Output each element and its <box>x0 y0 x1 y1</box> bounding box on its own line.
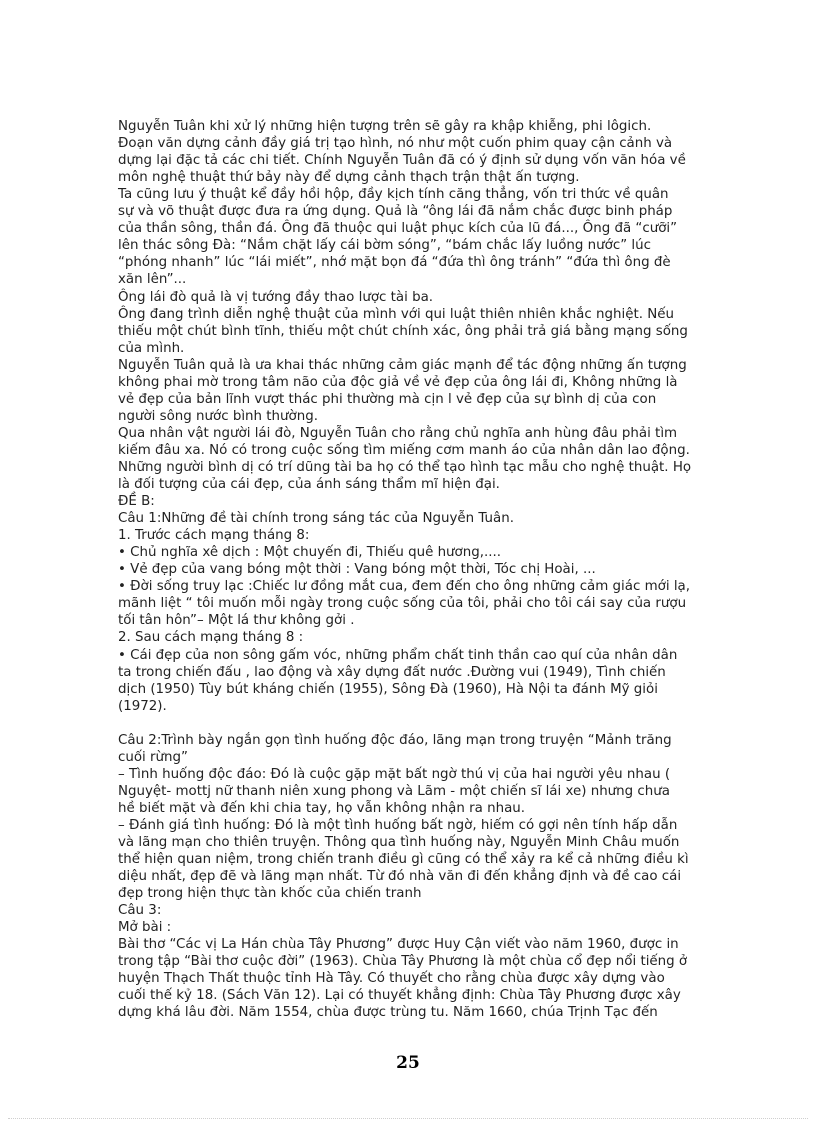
text-line: của thần sông, thần đá. Ông đã thuộc qui luật phục kích của lũ đá..., Ông đã “cưỡi” <box>118 221 678 237</box>
text-line: Đoạn văn dựng cảnh đầy giá trị tạo hình, nó như một cuốn phim quay cận cảnh và <box>118 136 673 152</box>
text-line: huyện Thạch Thất thuộc tỉnh Hà Tây. Có thuyết cho rằng chùa được xây dựng vào <box>118 971 665 987</box>
text-line: dựng lại đặc tả các chi tiết. Chính Nguyễn Tuân đã có ý định sử dụng vốn văn hóa về <box>118 153 686 169</box>
text-line: Qua nhân vật người lái đò, Nguyễn Tuân cho rằng chủ nghĩa anh hùng đâu phải tìm <box>118 425 678 441</box>
text-line: 1. Trước cách mạng tháng 8: <box>118 528 310 544</box>
text-line: xăn lên”... <box>118 272 187 288</box>
text-line: – Đánh giá tình huống: Đó là một tình huống bất ngờ, hiếm có gợi nên tính hấp dẫn <box>118 817 678 833</box>
text-line: Nguyễn Tuân khi xử lý những hiện tượng trên sẽ gây ra khập khiễng, phi lôgich. <box>118 119 652 135</box>
text-line: không phai mờ trong tâm não của độc giả về vẻ đẹp của ông lái đi, Không những là <box>118 374 678 390</box>
text-line: 2. Sau cách mạng tháng 8 : <box>118 630 304 646</box>
text-line: (1972). <box>118 698 167 714</box>
text-line: đẹp trong hiện thực tàn khốc của chiến tranh <box>118 886 422 902</box>
page-bottom-divider <box>8 1118 808 1119</box>
text-line: thể hiện quan niệm, trong chiến tranh điều gì cũng có thể xảy ra kể cả những điều kì <box>118 852 689 868</box>
text-line: Mở bài : <box>118 920 172 936</box>
text-line: trong tập “Bài thơ cuộc đời” (1963). Chùa Tây Phương là một chùa cổ đẹp nổi tiếng ở <box>118 954 688 970</box>
text-line: ta trong chiến đấu , lao động và xây dựng đất nước .Đường vui (1949), Tình chiến <box>118 664 666 680</box>
text-line: diệu nhất, đẹp đẽ và lãng mạn nhất. Từ đó nhà văn đi đến khẳng định và đề cao cái <box>118 869 682 885</box>
text-line: và lãng mạn cho thiên truyện. Thông qua tình huống này, Nguyễn Minh Châu muốn <box>118 835 680 851</box>
text-line: ĐỀ B: <box>118 494 155 510</box>
text-line <box>118 101 718 118</box>
text-line: lên thác sông Đà: “Nắm chặt lấy cái bờm sóng”, “bám chắc lấy luồng nước” lúc <box>118 238 651 254</box>
text-line: môn nghệ thuật thứ bảy này để dựng cảnh thạch trận thật ấn tượng. <box>118 170 580 186</box>
text-line: Ông đang trình diễn nghệ thuật của mình với qui luật thiên nhiên khắc nghiệt. Nếu <box>118 306 674 322</box>
text-line: dịch (1950) Tùy bút kháng chiến (1955), Sông Đà (1960), Hà Nội ta đánh Mỹ giỏi <box>118 681 658 697</box>
text-line: • Chủ nghĩa xê dịch : Một chuyến đi, Thiếu quê hương,.... <box>118 545 502 561</box>
text-line: Ông lái đò quả là vị tướng đầy thao lược tài ba. <box>118 289 434 305</box>
text-line <box>118 715 718 732</box>
text-line: sự và võ thuật được đưa ra ứng dụng. Quả là “ông lái đã nắm chắc được binh pháp <box>118 204 673 220</box>
text-line: • Vẻ đẹp của vang bóng một thời : Vang bóng một thời, Tóc chị Hoài, ... <box>118 562 596 578</box>
text-line: Những người bình dị có trí dũng tài ba họ có thể tạo hình tạc mẫu cho nghệ thuật. Họ <box>118 459 692 475</box>
text-line: • Đời sống truy lạc :Chiếc lư đồng mắt cua, đem đến cho ông những cảm giác mới lạ, <box>118 579 690 595</box>
text-line: Nguyễn Tuân quả là ưa khai thác những cảm giác mạnh để tác động những ấn tượng <box>118 357 687 373</box>
text-line: Bài thơ “Các vị La Hán chùa Tây Phương” được Huy Cận viết vào năm 1960, được in <box>118 937 679 953</box>
text-line: tối tân hôn”– Một lá thư không gởi . <box>118 613 355 629</box>
text-line: người sông nước bình thường. <box>118 408 318 424</box>
text-line: cuối rừng” <box>118 749 188 765</box>
text-line: Ta cũng lưu ý thuật kể đầy hồi hộp, đầy kịch tính căng thẳng, vốn tri thức về quân <box>118 187 669 203</box>
text-line: là đối tượng của cái đẹp, của ánh sáng thẩm mĩ hiện đại. <box>118 477 500 493</box>
text-line: dựng khá lâu đời. Năm 1554, chùa được trùng tu. Năm 1660, chúa Trịnh Tạc đến <box>118 1005 658 1021</box>
text-line: Câu 2:Trình bày ngắn gọn tình huống độc đáo, lãng mạn trong truyện “Mảnh trăng <box>118 732 672 748</box>
text-line: “phóng nhanh” lúc “lái miết”, nhớ mặt bọn đá “đứa thì ông tránh” “đứa thì ông đè <box>118 255 671 271</box>
page-body-text <box>118 101 718 1022</box>
text-line: của mình. <box>118 340 185 356</box>
text-line: kiếm đâu xa. Nó có trong cuộc sống tìm miếng cơm manh áo của nhân dân lao động. <box>118 442 690 458</box>
text-line: Câu 3: <box>118 903 162 919</box>
text-line: Câu 1:Những đề tài chính trong sáng tác của Nguyễn Tuân. <box>118 511 514 527</box>
text-line: vẻ đẹp của bản lĩnh vượt thác phi thường mà cịn l vẻ đẹp của sự bình dị của con <box>118 391 657 407</box>
page-number: 25 <box>396 1053 420 1073</box>
text-line: thiếu một chút bình tĩnh, thiếu một chút chính xác, ông phải trả giá bằng mạng sống <box>118 323 688 339</box>
text-line: Nguyệt- mottj nữ thanh niên xung phong và Lãm - một chiến sĩ lái xe) nhưng chưa <box>118 783 670 799</box>
text-line: – Tình huống độc đáo: Đó là cuộc gặp mặt bất ngờ thú vị của hai người yêu nhau ( <box>118 766 671 782</box>
text-line: cuối thế kỷ 18. (Sách Văn 12). Lại có thuyết khẳng định: Chùa Tây Phương được xây <box>118 988 681 1004</box>
text-line: mãnh liệt “ tôi muốn mỗi ngày trong cuộc sống của tôi, phải cho tôi cái say của rượu <box>118 596 687 612</box>
text-line: hề biết mặt và đến khi chia tay, họ vẫn không nhận ra nhau. <box>118 800 526 816</box>
text-line: • Cái đẹp của non sông gấm vóc, những phẩm chất tinh thần cao quí của nhân dân <box>118 647 678 663</box>
